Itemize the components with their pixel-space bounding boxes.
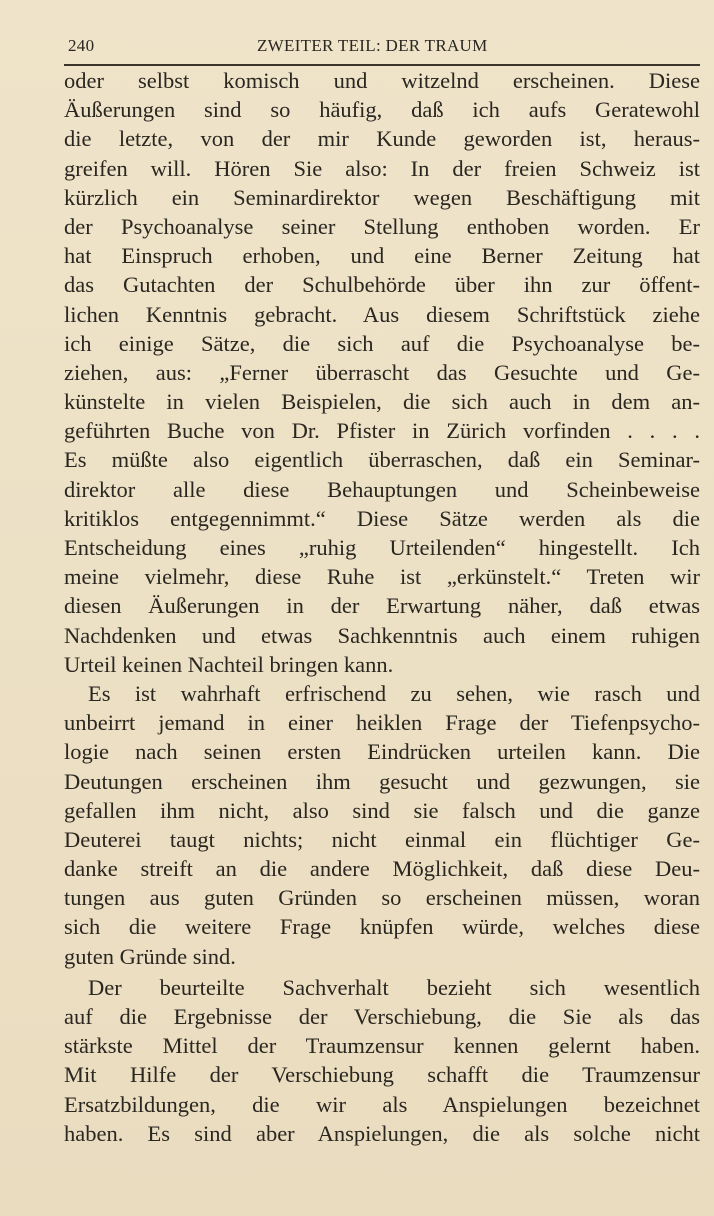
text-line: der Psychoanalyse seiner Stellung enthoben worden. Er: [64, 213, 700, 239]
text-line: Nachdenken und etwas Sachkenntnis auch einem ruhigen: [64, 622, 700, 648]
text-line: ziehen, aus: „Ferner überrascht das Gesuchte und Ge-: [64, 359, 700, 385]
text-line: stärkste Mittel der Traumzensur kennen gelernt haben.: [64, 1033, 700, 1059]
paragraph-start-line: Der beurteilte Sachverhalt bezieht sich wesentlich: [88, 974, 700, 1000]
text-line: tungen aus guten Gründen so erscheinen müssen, woran: [64, 885, 700, 911]
running-head: ZWEITER TEIL: DER TRAUM: [257, 36, 488, 55]
text-line: Deuterei taugt nichts; nicht einmal ein flüchtiger Ge-: [64, 826, 700, 852]
page-header: [64, 36, 698, 60]
text-line: künstelte in vielen Beispielen, die sich auch in dem an-: [64, 389, 700, 415]
text-line: auf die Ergebnisse der Verschiebung, die Sie als das: [64, 1004, 700, 1029]
text-line: Äußerungen sind so häufig, daß ich aufs Geratewohl: [64, 97, 700, 123]
paragraph-start-line: Es ist wahrhaft erfrischend zu sehen, wie rasch und: [88, 680, 700, 706]
text-line: kürzlich ein Seminardirektor wegen Beschäftigung mit: [64, 184, 700, 210]
text-line: ich einige Sätze, die sich auf die Psychoanalyse be-: [64, 330, 700, 356]
text-line: logie nach seinen ersten Eindrücken urteilen kann. Die: [64, 739, 700, 765]
text-line: sich die weitere Frage knüpfen würde, welches diese: [64, 914, 700, 940]
paragraph-end-line: Urteil keinen Nachteil bringen kann.: [64, 651, 394, 677]
text-line: meine vielmehr, diese Ruhe ist „erkünstelt.“ Treten wir: [64, 564, 700, 590]
text-line: geführten Buche von Dr. Pfister in Zürich vorfinden . . . .: [64, 418, 700, 444]
text-line: die letzte, von der mir Kunde geworden ist, heraus-: [64, 126, 700, 152]
text-line: haben. Es sind aber Anspielungen, die als solche nicht: [64, 1120, 700, 1146]
text-line: direktor alle diese Behauptungen und Scheinbeweise: [64, 476, 700, 502]
text-line: lichen Kenntnis gebracht. Aus diesem Schriftstück ziehe: [64, 301, 700, 327]
text-line: greifen will. Hören Sie also: In der freien Schweiz ist: [64, 155, 700, 181]
text-line: Entscheidung eines „ruhig Urteilenden“ hingestellt. Ich: [64, 535, 700, 560]
body-text: [64, 66, 700, 1148]
text-line: gefallen ihm nicht, also sind sie falsch und die ganze: [64, 797, 700, 823]
page-number: 240: [68, 36, 95, 55]
text-line: danke streift an die andere Möglichkeit, daß diese Deu-: [64, 856, 700, 882]
text-line: unbeirrt jemand in einer heiklen Frage der Tiefenpsycho-: [64, 710, 700, 736]
text-line: oder selbst komisch und witzelnd erscheinen. Diese: [64, 68, 700, 93]
text-line: Ersatzbildungen, die wir als Anspielungen bezeichnet: [64, 1091, 700, 1117]
paragraph-end-line: guten Gründe sind.: [64, 943, 236, 969]
text-line: Es müßte also eigentlich überraschen, daß ein Seminar-: [64, 447, 700, 473]
text-line: diesen Äußerungen in der Erwartung näher, daß etwas: [64, 593, 700, 619]
text-line: kritiklos entgegennimmt.“ Diese Sätze werden als die: [64, 505, 700, 531]
text-line: Mit Hilfe der Verschiebung schafft die Traumzensur: [64, 1062, 700, 1088]
text-line: Deutungen erscheinen ihm gesucht und gezwungen, sie: [64, 768, 700, 794]
text-line: hat Einspruch erhoben, und eine Berner Zeitung hat: [64, 243, 700, 269]
text-line: das Gutachten der Schulbehörde über ihn zur öffent-: [64, 272, 700, 298]
